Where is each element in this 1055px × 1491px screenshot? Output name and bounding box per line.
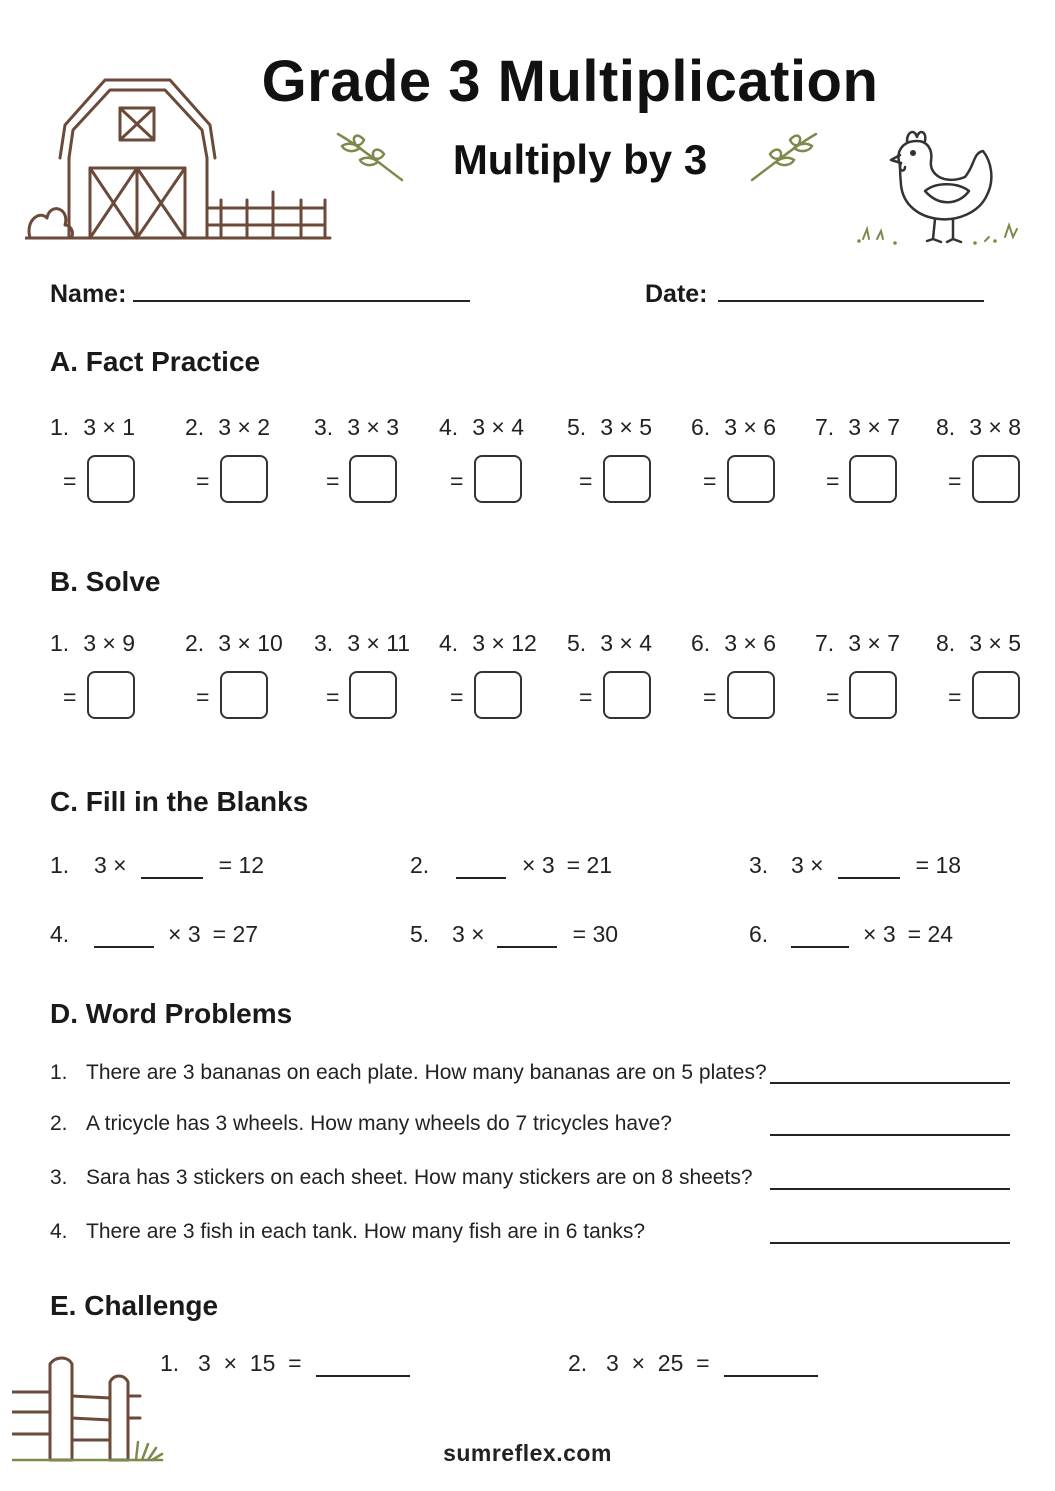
fact-a-3: 3. 3 × 3 [314,414,399,440]
answer-box-a-2[interactable] [220,455,268,503]
answer-box-b-7[interactable] [849,671,897,719]
fill-blank-1: 1. 3 × = 12 [50,852,265,878]
fact-a-6: 6. 3 × 6 [691,414,776,440]
section-a-title: A. Fact Practice [50,346,261,377]
word-problem-text: Sara has 3 stickers on each sheet. How many stickers are on 8 sheets? [86,1166,753,1189]
blank-input[interactable] [94,926,154,948]
name-label: Name: [50,280,127,308]
blank-input[interactable] [456,857,506,879]
equals-sign: = [703,684,717,710]
blank-input[interactable] [724,1355,818,1377]
equals-sign: = [196,468,210,494]
word-problem-text: A tricycle has 3 wheels. How many wheels do 7 tricycles have? [86,1112,672,1135]
word-problem-number: 3. [50,1166,68,1189]
equals-sign: = [948,684,962,710]
footer-website[interactable]: sumreflex.com [443,1440,612,1466]
fill-blank-6: 6. × 3 = 24 [749,921,954,947]
answer-box-a-7[interactable] [849,455,897,503]
answer-line[interactable] [770,1242,1010,1244]
fill-blank-4: 4. × 3 = 27 [50,921,259,947]
answer-box-b-4[interactable] [474,671,522,719]
equals-sign: = [703,468,717,494]
answer-line[interactable] [770,1134,1010,1136]
fact-a-5: 5. 3 × 5 [567,414,652,440]
answer-box-b-3[interactable] [349,671,397,719]
answer-box-a-4[interactable] [474,455,522,503]
equals-sign: = [63,468,77,494]
name-line[interactable] [133,300,470,302]
fill-blank-2: 2. × 3 = 21 [410,852,613,878]
answer-box-b-8[interactable] [972,671,1020,719]
answer-box-a-6[interactable] [727,455,775,503]
equals-sign: = [326,684,340,710]
equals-sign: = [450,468,464,494]
equals-sign: = [326,468,340,494]
equals-sign: = [826,684,840,710]
blank-input[interactable] [316,1355,410,1377]
fill-blank-3: 3. 3 × = 18 [749,852,962,878]
equals-sign: = [948,468,962,494]
equals-sign: = [450,684,464,710]
equals-sign: = [63,684,77,710]
date-line[interactable] [718,300,984,302]
page-subtitle: Multiply by 3 [452,136,708,183]
answer-box-a-1[interactable] [87,455,135,503]
answer-box-a-8[interactable] [972,455,1020,503]
answer-box-b-2[interactable] [220,671,268,719]
fact-b-7: 7. 3 × 7 [815,630,900,656]
answer-box-b-1[interactable] [87,671,135,719]
fact-a-4: 4. 3 × 4 [439,414,524,440]
answer-line[interactable] [770,1188,1010,1190]
answer-box-a-5[interactable] [603,455,651,503]
fact-a-7: 7. 3 × 7 [815,414,900,440]
fact-b-3: 3. 3 × 11 [314,630,411,656]
blank-input[interactable] [141,857,203,879]
fact-b-8: 8. 3 × 5 [936,630,1021,656]
fact-b-6: 6. 3 × 6 [691,630,776,656]
page-title: Grade 3 Multiplication [261,49,879,114]
equals-sign: = [579,684,593,710]
fact-a-8: 8. 3 × 8 [936,414,1021,440]
word-problem-text: There are 3 fish in each tank. How many fish are in 6 tanks? [86,1220,646,1243]
section-e-title: E. Challenge [50,1290,219,1321]
equals-sign: = [826,468,840,494]
challenge-2: 2. 3 × 25 = [568,1350,818,1377]
section-b-title: B. Solve [50,566,161,597]
blank-input[interactable] [838,857,900,879]
answer-box-b-6[interactable] [727,671,775,719]
fact-b-5: 5. 3 × 4 [567,630,652,656]
word-problem-number: 2. [50,1112,68,1135]
challenge-1: 1. 3 × 15 = [160,1350,410,1377]
word-problem-number: 4. [50,1220,68,1243]
fact-b-4: 4. 3 × 12 [439,630,537,656]
answer-box-a-3[interactable] [349,455,397,503]
word-problem-text: There are 3 bananas on each plate. How many bananas are on 5 plates? [86,1061,767,1084]
date-label: Date: [645,280,708,308]
fact-a-2: 2. 3 × 2 [185,414,270,440]
section-d-title: D. Word Problems [50,998,293,1029]
blank-input[interactable] [497,926,557,948]
fill-blank-5: 5. 3 × = 30 [410,921,619,947]
equals-sign: = [579,468,593,494]
answer-line[interactable] [770,1082,1010,1084]
section-c-title: C. Fill in the Blanks [50,786,309,817]
word-problem-number: 1. [50,1061,68,1084]
answer-box-b-5[interactable] [603,671,651,719]
fact-b-1: 1. 3 × 9 [50,630,135,656]
equals-sign: = [196,684,210,710]
blank-input[interactable] [791,926,849,948]
fact-b-2: 2. 3 × 10 [185,630,283,656]
fact-a-1: 1. 3 × 1 [50,414,135,440]
